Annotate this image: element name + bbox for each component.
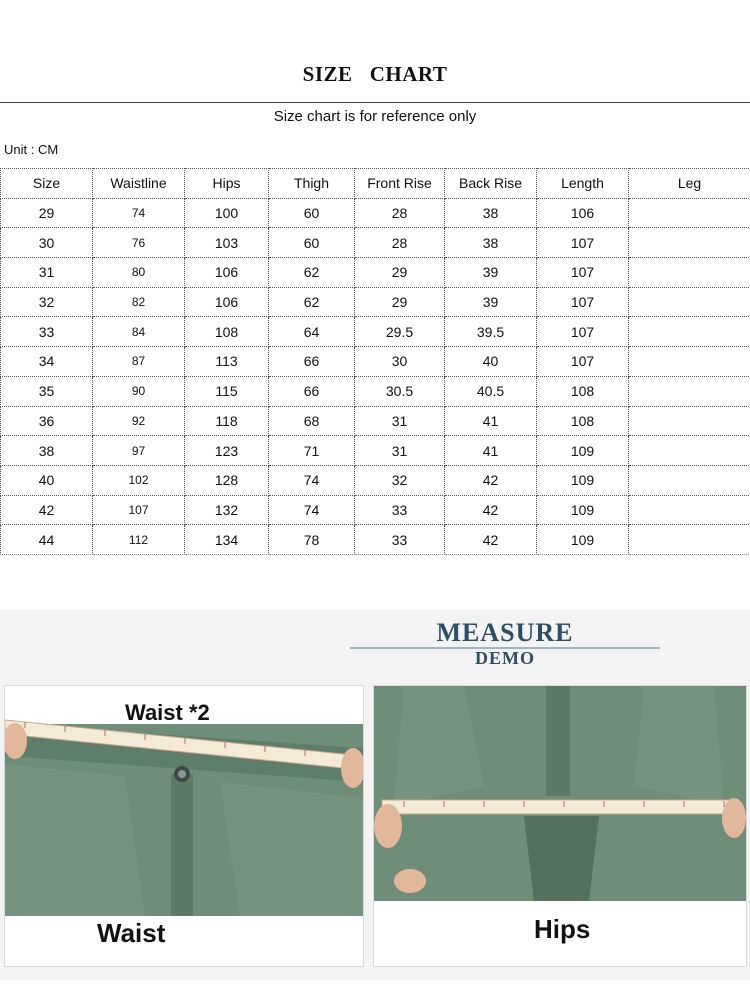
table-cell: 29 xyxy=(1,198,93,228)
table-cell: 42 xyxy=(1,495,93,525)
table-cell: 74 xyxy=(93,198,185,228)
table-cell xyxy=(629,436,750,466)
table-cell: 41 xyxy=(445,436,537,466)
table-cell xyxy=(629,287,750,317)
table-cell xyxy=(629,228,750,258)
table-cell: 30.5 xyxy=(355,376,445,406)
table-cell: 82 xyxy=(93,287,185,317)
table-cell: 106 xyxy=(537,198,629,228)
table-cell: 33 xyxy=(355,495,445,525)
table-row xyxy=(1,406,750,436)
table-cell xyxy=(629,465,750,495)
table-cell: 30 xyxy=(355,347,445,377)
table-cell: 108 xyxy=(537,376,629,406)
table-cell: 29.5 xyxy=(355,317,445,347)
table-cell: 30 xyxy=(1,228,93,258)
table-cell: 103 xyxy=(185,228,269,258)
table-cell: 33 xyxy=(355,525,445,555)
table-cell: 41 xyxy=(445,406,537,436)
table-cell xyxy=(629,495,750,525)
table-cell: 92 xyxy=(93,406,185,436)
table-cell: 107 xyxy=(537,228,629,258)
table-cell: 100 xyxy=(185,198,269,228)
table-row xyxy=(1,436,750,466)
column-header: Back Rise xyxy=(445,169,537,199)
table-cell: 34 xyxy=(1,347,93,377)
table-row xyxy=(1,347,750,377)
table-cell xyxy=(629,406,750,436)
table-cell: 132 xyxy=(185,495,269,525)
table-cell: 74 xyxy=(269,495,355,525)
table-cell: 32 xyxy=(355,465,445,495)
table-cell: 36 xyxy=(1,406,93,436)
column-header: Size xyxy=(1,169,93,199)
table-cell: 64 xyxy=(269,317,355,347)
column-header: Front Rise xyxy=(355,169,445,199)
reference-note: Size chart is for reference only xyxy=(273,108,477,125)
table-cell: 123 xyxy=(185,436,269,466)
table-body xyxy=(1,198,750,554)
hips-measure-panel xyxy=(373,685,747,967)
table-cell: 60 xyxy=(269,198,355,228)
table-cell: 28 xyxy=(355,198,445,228)
table-cell: 31 xyxy=(355,406,445,436)
table-cell: 31 xyxy=(355,436,445,466)
table-cell xyxy=(629,258,750,288)
table-cell: 107 xyxy=(537,287,629,317)
table-cell: 74 xyxy=(269,465,355,495)
table-row xyxy=(1,376,750,406)
table-cell xyxy=(629,525,750,555)
table-cell: 108 xyxy=(185,317,269,347)
table-cell: 38 xyxy=(445,228,537,258)
table-cell: 134 xyxy=(185,525,269,555)
table-cell xyxy=(629,376,750,406)
table-row xyxy=(1,287,750,317)
table-cell: 44 xyxy=(1,525,93,555)
table-cell: 109 xyxy=(537,495,629,525)
table-cell: 40 xyxy=(1,465,93,495)
table-cell: 39 xyxy=(445,258,537,288)
title-divider xyxy=(0,102,750,103)
table-cell: 62 xyxy=(269,258,355,288)
table-cell: 28 xyxy=(355,228,445,258)
table-row xyxy=(1,258,750,288)
table-row xyxy=(1,228,750,258)
table-cell: 107 xyxy=(537,258,629,288)
column-header: Length xyxy=(537,169,629,199)
table-cell: 112 xyxy=(93,525,185,555)
table-cell: 42 xyxy=(445,465,537,495)
hips-label: Hips xyxy=(534,914,591,944)
table-row xyxy=(1,317,750,347)
waist-pants-illustration xyxy=(5,686,363,966)
table-row xyxy=(1,465,750,495)
table-row xyxy=(1,198,750,228)
table-cell: 106 xyxy=(185,258,269,288)
table-cell: 33 xyxy=(1,317,93,347)
column-header: Leg xyxy=(629,169,750,199)
table-cell: 87 xyxy=(93,347,185,377)
table-cell xyxy=(629,198,750,228)
table-cell: 76 xyxy=(93,228,185,258)
table-cell: 32 xyxy=(1,287,93,317)
waist-label: Waist xyxy=(97,918,166,948)
table-cell: 66 xyxy=(269,376,355,406)
table-cell: 42 xyxy=(445,495,537,525)
table-row xyxy=(1,525,750,555)
table-cell: 68 xyxy=(269,406,355,436)
column-header: Hips xyxy=(185,169,269,199)
table-cell: 42 xyxy=(445,525,537,555)
measure-title: MEASURE xyxy=(436,618,574,647)
table-header-row xyxy=(1,169,750,199)
table-cell: 31 xyxy=(1,258,93,288)
table-cell: 39.5 xyxy=(445,317,537,347)
table-cell: 66 xyxy=(269,347,355,377)
table-cell xyxy=(629,347,750,377)
table-cell: 113 xyxy=(185,347,269,377)
waist-x2-label: Waist *2 xyxy=(125,700,210,725)
table-cell: 60 xyxy=(269,228,355,258)
table-cell: 29 xyxy=(355,258,445,288)
waist-measure-panel xyxy=(4,685,364,967)
table-cell: 115 xyxy=(185,376,269,406)
table-cell: 38 xyxy=(1,436,93,466)
table-cell: 39 xyxy=(445,287,537,317)
table-cell: 107 xyxy=(537,317,629,347)
table-cell xyxy=(629,317,750,347)
table-cell: 102 xyxy=(93,465,185,495)
table-cell: 128 xyxy=(185,465,269,495)
page-title: SIZE CHART xyxy=(302,62,448,86)
table-row xyxy=(1,495,750,525)
table-cell: 107 xyxy=(93,495,185,525)
table-cell: 38 xyxy=(445,198,537,228)
table-cell: 109 xyxy=(537,525,629,555)
table-cell: 40.5 xyxy=(445,376,537,406)
table-cell: 29 xyxy=(355,287,445,317)
table-cell: 109 xyxy=(537,436,629,466)
table-cell: 84 xyxy=(93,317,185,347)
table-cell: 108 xyxy=(537,406,629,436)
table-cell: 40 xyxy=(445,347,537,377)
unit-label: Unit : CM xyxy=(4,142,59,157)
table-cell: 97 xyxy=(93,436,185,466)
table-cell: 71 xyxy=(269,436,355,466)
table-cell: 62 xyxy=(269,287,355,317)
table-cell: 118 xyxy=(185,406,269,436)
table-cell: 78 xyxy=(269,525,355,555)
measure-subtitle: DEMO xyxy=(475,648,535,668)
column-header: Thigh xyxy=(269,169,355,199)
table-cell: 80 xyxy=(93,258,185,288)
table-cell: 109 xyxy=(537,465,629,495)
table-cell: 106 xyxy=(185,287,269,317)
table-cell: 90 xyxy=(93,376,185,406)
size-table xyxy=(0,168,750,555)
table-cell: 35 xyxy=(1,376,93,406)
table-cell: 107 xyxy=(537,347,629,377)
column-header: Waistline xyxy=(93,169,185,199)
